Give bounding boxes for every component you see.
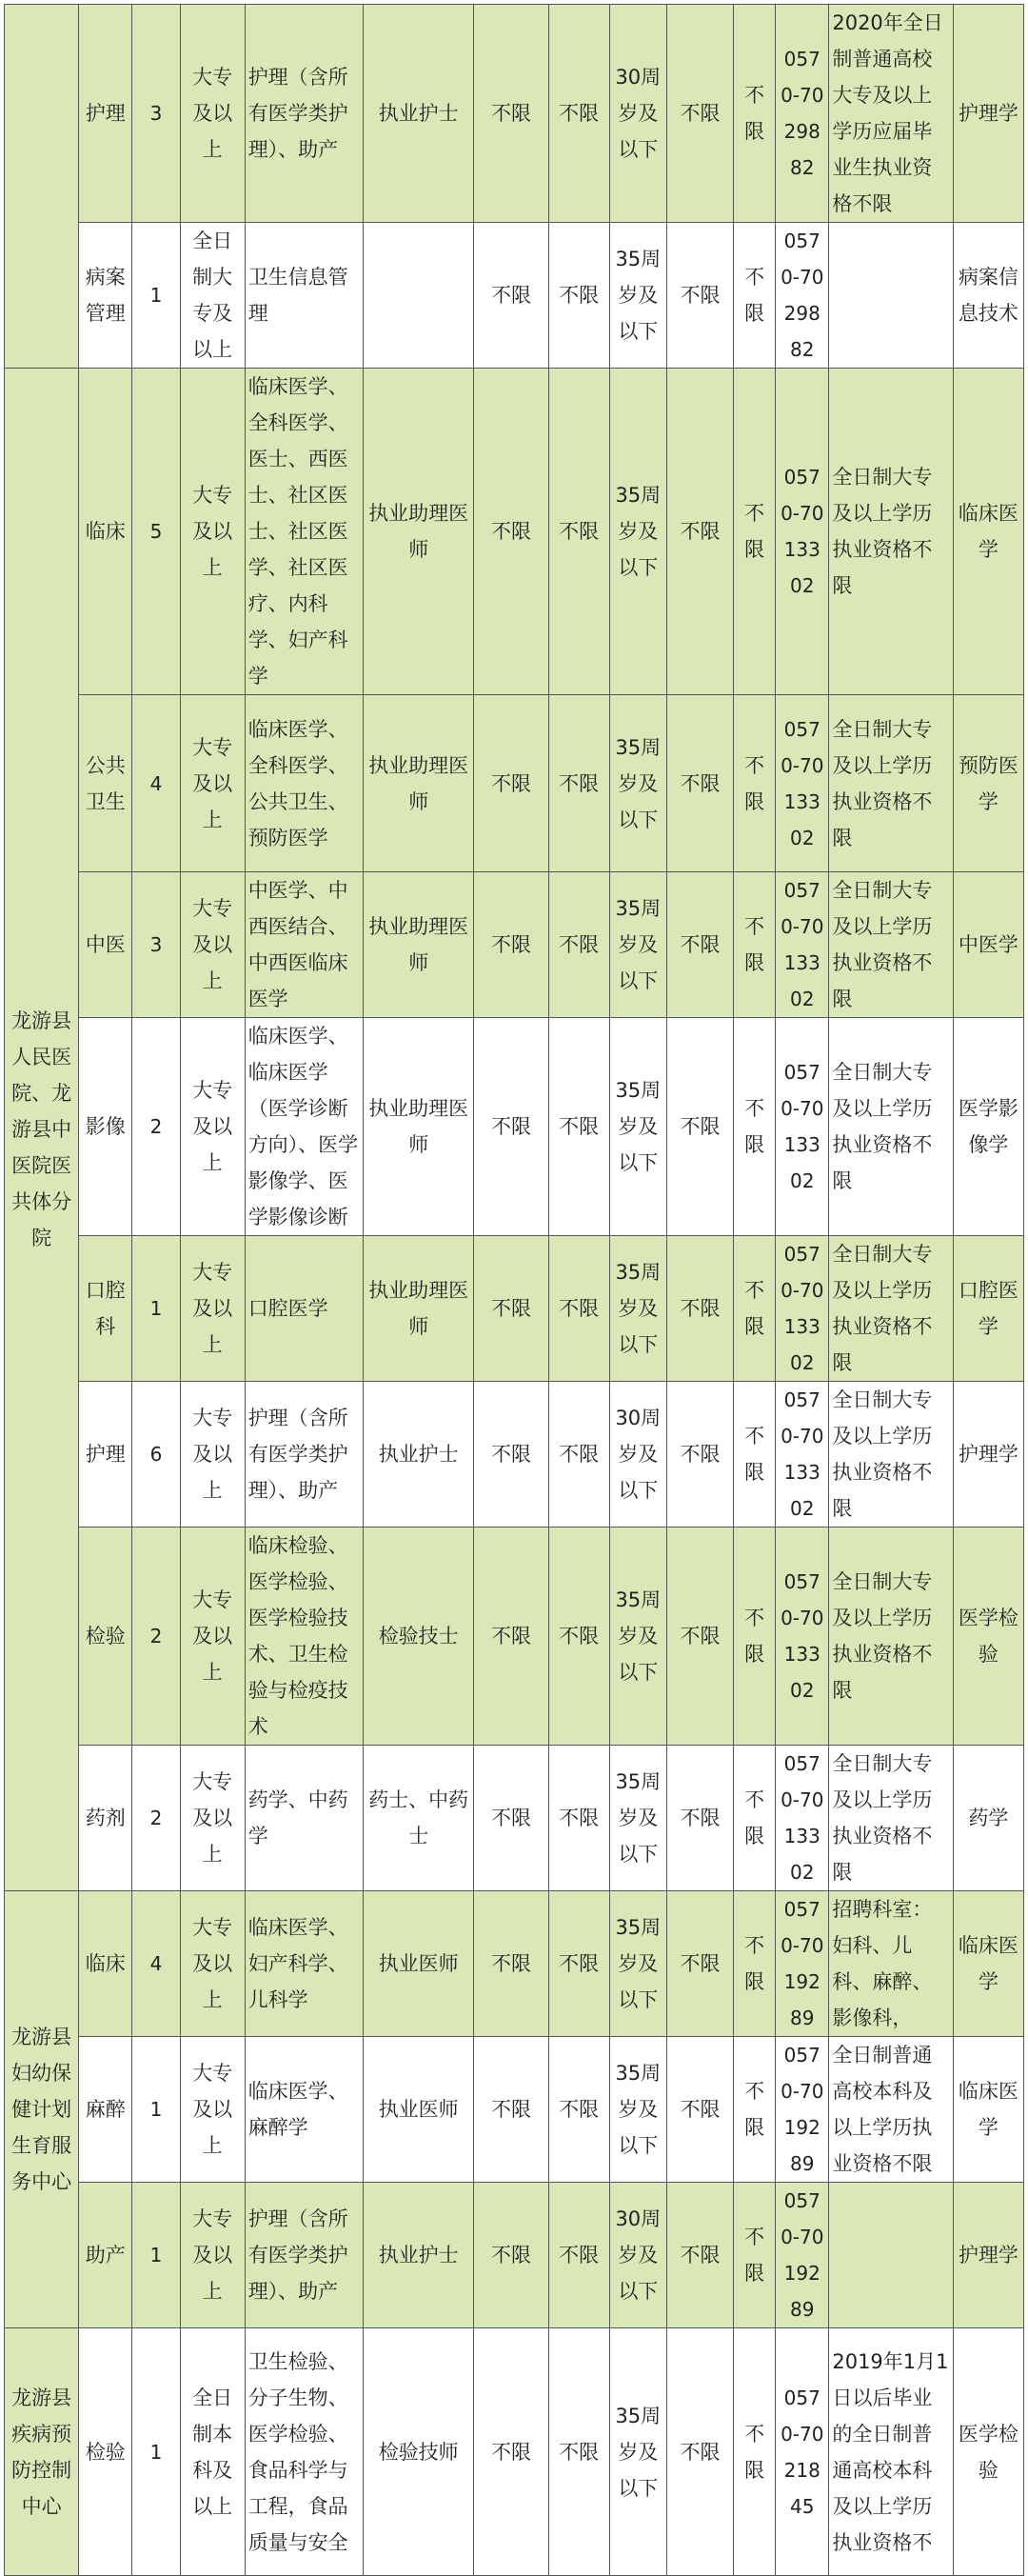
cell-age: 35周岁及以下: [609, 1891, 666, 2037]
cell-count: 1: [132, 223, 180, 369]
cell-age: 35周岁及以下: [609, 872, 666, 1018]
cell-note: [829, 2183, 953, 2328]
table-row: [5, 2037, 1024, 2183]
cell-c3: 不限: [666, 2328, 733, 2576]
cell-major: 中医学、中西医结合、中西医临床医学: [245, 872, 363, 1018]
cell-c3: 不限: [666, 872, 733, 1018]
cell-post: 麻醉: [79, 2037, 132, 2183]
cell-cert: 执业医师: [364, 2037, 474, 2183]
cell-major: 临床医学、麻醉学: [245, 2037, 363, 2183]
cell-c1: 不限: [474, 2037, 548, 2183]
cell-note: 2020年全日制普通高校大专及以上学历应届毕业生执业资格不限: [829, 5, 953, 223]
cell-note: 全日制大专及以上学历执业资格不限: [829, 1236, 953, 1382]
table-row: [5, 223, 1024, 369]
cell-age: 35周岁及以下: [609, 1528, 666, 1746]
cell-phone: 0570-7013302: [776, 695, 829, 872]
cell-age: 30周岁及以下: [609, 5, 666, 223]
cell-c3: 不限: [666, 695, 733, 872]
cell-c3: 不限: [666, 1528, 733, 1746]
cell-cert: 执业医师: [364, 1891, 474, 2037]
cell-c4: 不限: [734, 1236, 776, 1382]
table-row: [5, 695, 1024, 872]
table-row: [5, 1236, 1024, 1382]
unit-cell: 龙游县人民医院、龙游县中医院医共体分院: [5, 369, 79, 1891]
cell-note: 全日制大专及以上学历执业资格不限: [829, 695, 953, 872]
cell-major: 临床医学、全科医学、公共卫生、预防医学: [245, 695, 363, 872]
cell-count: 1: [132, 2183, 180, 2328]
cell-age: 35周岁及以下: [609, 1018, 666, 1236]
cell-c3: 不限: [666, 2037, 733, 2183]
cell-c2: 不限: [548, 2328, 609, 2576]
cell-phone: 0570-7013302: [776, 1528, 829, 1746]
cell-count: 1: [132, 2037, 180, 2183]
cell-note: 全日制大专及以上学历执业资格不限: [829, 369, 953, 695]
table-row: [5, 872, 1024, 1018]
cell-major: 护理（含所有医学类护理）、助产: [245, 5, 363, 223]
cell-cert: 执业助理医师: [364, 369, 474, 695]
cell-note: 2019年1月1日以后毕业的全日制普通高校本科及以上学历执业资格不: [829, 2328, 953, 2576]
cell-edu: 大专及以上: [180, 1746, 245, 1891]
cell-count: 3: [132, 872, 180, 1018]
recruitment-table: [4, 4, 1024, 2576]
cell-phone: 0570-7029882: [776, 223, 829, 369]
cell-edu: 大专及以上: [180, 2037, 245, 2183]
cell-edu: 大专及以上: [180, 1018, 245, 1236]
cell-note: 全日制大专及以上学历执业资格不限: [829, 1382, 953, 1528]
cell-edu: 全日制大专及以上: [180, 223, 245, 369]
cell-edu: 大专及以上: [180, 369, 245, 695]
cell-count: 2: [132, 1018, 180, 1236]
cell-age: 35周岁及以下: [609, 1236, 666, 1382]
cell-c1: 不限: [474, 2183, 548, 2328]
cell-major: 护理（含所有医学类护理）、助产: [245, 2183, 363, 2328]
cell-cert: 执业护士: [364, 5, 474, 223]
cell-note: 全日制大专及以上学历执业资格不限: [829, 1746, 953, 1891]
cell-c3: 不限: [666, 1382, 733, 1528]
cell-post: 中医: [79, 872, 132, 1018]
cell-exam: 临床医学: [953, 369, 1023, 695]
cell-post: 检验: [79, 2328, 132, 2576]
cell-exam: 病案信息技术: [953, 223, 1023, 369]
cell-age: 35周岁及以下: [609, 695, 666, 872]
cell-c4: 不限: [734, 223, 776, 369]
cell-c2: 不限: [548, 872, 609, 1018]
cell-c3: 不限: [666, 1236, 733, 1382]
cell-note: 全日制大专及以上学历执业资格不限: [829, 1528, 953, 1746]
cell-edu: 大专及以上: [180, 872, 245, 1018]
cell-count: 2: [132, 1746, 180, 1891]
unit-cell: 龙游县妇幼保健计划生育服务中心: [5, 1891, 79, 2328]
cell-cert: 执业助理医师: [364, 695, 474, 872]
cell-c2: 不限: [548, 223, 609, 369]
cell-major: 口腔医学: [245, 1236, 363, 1382]
cell-age: 30周岁及以下: [609, 1382, 666, 1528]
cell-major: 药学、中药学: [245, 1746, 363, 1891]
cell-c4: 不限: [734, 1891, 776, 2037]
cell-c3: 不限: [666, 1746, 733, 1891]
cell-phone: 0570-7013302: [776, 1382, 829, 1528]
cell-c4: 不限: [734, 1382, 776, 1528]
cell-major: 临床医学、全科医学、医士、西医士、社区医士、社区医学、社区医疗、内科学、妇产科学: [245, 369, 363, 695]
cell-count: 1: [132, 1236, 180, 1382]
cell-edu: 大专及以上: [180, 1236, 245, 1382]
cell-c1: 不限: [474, 1528, 548, 1746]
cell-c1: 不限: [474, 1891, 548, 2037]
table-row: [5, 1528, 1024, 1746]
cell-count: 4: [132, 1891, 180, 2037]
cell-phone: 0570-7019289: [776, 2183, 829, 2328]
cell-c2: 不限: [548, 1382, 609, 1528]
cell-age: 35周岁及以下: [609, 369, 666, 695]
table-body: [5, 5, 1024, 2576]
cell-count: 6: [132, 1382, 180, 1528]
cell-cert: [364, 223, 474, 369]
cell-c4: 不限: [734, 2183, 776, 2328]
cell-post: 口腔科: [79, 1236, 132, 1382]
cell-c3: 不限: [666, 2183, 733, 2328]
cell-exam: 医学检验: [953, 2328, 1023, 2576]
cell-c3: 不限: [666, 223, 733, 369]
cell-post: 公共卫生: [79, 695, 132, 872]
cell-exam: 护理学: [953, 2183, 1023, 2328]
table-row: [5, 1018, 1024, 1236]
cell-post: 护理: [79, 1382, 132, 1528]
cell-c3: 不限: [666, 369, 733, 695]
cell-major: 临床医学、妇产科学、儿科学: [245, 1891, 363, 2037]
cell-note: 招聘科室：妇科、儿科、麻醉、影像科，: [829, 1891, 953, 2037]
cell-note: [829, 223, 953, 369]
cell-note: 全日制大专及以上学历执业资格不限: [829, 872, 953, 1018]
cell-count: 2: [132, 1528, 180, 1746]
cell-exam: 临床医学: [953, 1891, 1023, 2037]
cell-post: 临床: [79, 1891, 132, 2037]
cell-exam: 护理学: [953, 5, 1023, 223]
cell-c2: 不限: [548, 369, 609, 695]
cell-count: 3: [132, 5, 180, 223]
cell-c2: 不限: [548, 5, 609, 223]
cell-phone: 0570-7013302: [776, 1746, 829, 1891]
cell-edu: 大专及以上: [180, 2183, 245, 2328]
cell-c4: 不限: [734, 5, 776, 223]
cell-major: 卫生检验、分子生物、医学检验、食品科学与工程，食品质量与安全: [245, 2328, 363, 2576]
cell-phone: 0570-7019289: [776, 1891, 829, 2037]
cell-c2: 不限: [548, 1236, 609, 1382]
cell-cert: 检验技师: [364, 2328, 474, 2576]
cell-c1: 不限: [474, 695, 548, 872]
cell-note: 全日制大专及以上学历执业资格不限: [829, 1018, 953, 1236]
cell-count: 1: [132, 2328, 180, 2576]
cell-edu: 大专及以上: [180, 5, 245, 223]
cell-exam: 预防医学: [953, 695, 1023, 872]
cell-c4: 不限: [734, 2037, 776, 2183]
cell-c1: 不限: [474, 1746, 548, 1891]
cell-post: 助产: [79, 2183, 132, 2328]
cell-exam: 护理学: [953, 1382, 1023, 1528]
table-row: [5, 5, 1024, 223]
cell-c3: 不限: [666, 1891, 733, 2037]
cell-major: 护理（含所有医学类护理）、助产: [245, 1382, 363, 1528]
cell-exam: 中医学: [953, 872, 1023, 1018]
cell-c4: 不限: [734, 1746, 776, 1891]
cell-c1: 不限: [474, 369, 548, 695]
cell-c2: 不限: [548, 1018, 609, 1236]
cell-post: 检验: [79, 1528, 132, 1746]
cell-phone: 0570-7013302: [776, 1236, 829, 1382]
table-row: [5, 1891, 1024, 2037]
cell-post: 临床: [79, 369, 132, 695]
cell-cert: 检验技士: [364, 1528, 474, 1746]
cell-exam: 口腔医学: [953, 1236, 1023, 1382]
table-row: [5, 369, 1024, 695]
cell-c4: 不限: [734, 1528, 776, 1746]
cell-phone: 0570-7013302: [776, 369, 829, 695]
cell-c1: 不限: [474, 1382, 548, 1528]
cell-c1: 不限: [474, 872, 548, 1018]
cell-c2: 不限: [548, 1891, 609, 2037]
cell-c4: 不限: [734, 695, 776, 872]
cell-exam: 医学影像学: [953, 1018, 1023, 1236]
cell-count: 4: [132, 695, 180, 872]
cell-c1: 不限: [474, 5, 548, 223]
cell-c2: 不限: [548, 2183, 609, 2328]
cell-phone: 0570-7021845: [776, 2328, 829, 2576]
cell-major: 临床检验、医学检验、医学检验技术、卫生检验与检疫技术: [245, 1528, 363, 1746]
cell-post: 药剂: [79, 1746, 132, 1891]
cell-cert: 执业护士: [364, 2183, 474, 2328]
cell-c2: 不限: [548, 1746, 609, 1891]
cell-cert: 药士、中药士: [364, 1746, 474, 1891]
cell-age: 35周岁及以下: [609, 223, 666, 369]
cell-count: 5: [132, 369, 180, 695]
cell-exam: 医学检验: [953, 1528, 1023, 1746]
cell-c1: 不限: [474, 1236, 548, 1382]
cell-post: 护理: [79, 5, 132, 223]
cell-major: 卫生信息管理: [245, 223, 363, 369]
table-row: [5, 1746, 1024, 1891]
cell-c4: 不限: [734, 1018, 776, 1236]
cell-c1: 不限: [474, 1018, 548, 1236]
cell-note: 全日制普通高校本科及以上学历执业资格不限: [829, 2037, 953, 2183]
cell-cert: 执业助理医师: [364, 1236, 474, 1382]
cell-c1: 不限: [474, 223, 548, 369]
cell-cert: 执业助理医师: [364, 872, 474, 1018]
cell-edu: 大专及以上: [180, 695, 245, 872]
cell-exam: 临床医学: [953, 2037, 1023, 2183]
unit-cell-empty: [5, 5, 79, 369]
cell-cert: 执业护士: [364, 1382, 474, 1528]
cell-phone: 0570-7029882: [776, 5, 829, 223]
cell-age: 35周岁及以下: [609, 1746, 666, 1891]
cell-post: 影像: [79, 1018, 132, 1236]
cell-c4: 不限: [734, 2328, 776, 2576]
cell-post: 病案管理: [79, 223, 132, 369]
cell-age: 35周岁及以下: [609, 2037, 666, 2183]
cell-edu: 大专及以上: [180, 1528, 245, 1746]
cell-c3: 不限: [666, 5, 733, 223]
cell-c2: 不限: [548, 695, 609, 872]
cell-c2: 不限: [548, 1528, 609, 1746]
cell-cert: 执业助理医师: [364, 1018, 474, 1236]
cell-edu: 大专及以上: [180, 1382, 245, 1528]
unit-cell: 龙游县疾病预防控制中心: [5, 2328, 79, 2576]
cell-exam: 药学: [953, 1746, 1023, 1891]
cell-c3: 不限: [666, 1018, 733, 1236]
cell-c4: 不限: [734, 872, 776, 1018]
cell-c4: 不限: [734, 369, 776, 695]
cell-c1: 不限: [474, 2328, 548, 2576]
cell-edu: 大专及以上: [180, 1891, 245, 2037]
cell-major: 临床医学、临床医学（医学诊断方向）、医学影像学、医学影像诊断: [245, 1018, 363, 1236]
cell-phone: 0570-7019289: [776, 2037, 829, 2183]
table-row: [5, 2183, 1024, 2328]
cell-age: 30周岁及以下: [609, 2183, 666, 2328]
cell-phone: 0570-7013302: [776, 1018, 829, 1236]
cell-phone: 0570-7013302: [776, 872, 829, 1018]
cell-edu: 全日制本科及以上: [180, 2328, 245, 2576]
cell-age: 35周岁及以下: [609, 2328, 666, 2576]
table-row: [5, 1382, 1024, 1528]
table-row: [5, 2328, 1024, 2576]
cell-c2: 不限: [548, 2037, 609, 2183]
